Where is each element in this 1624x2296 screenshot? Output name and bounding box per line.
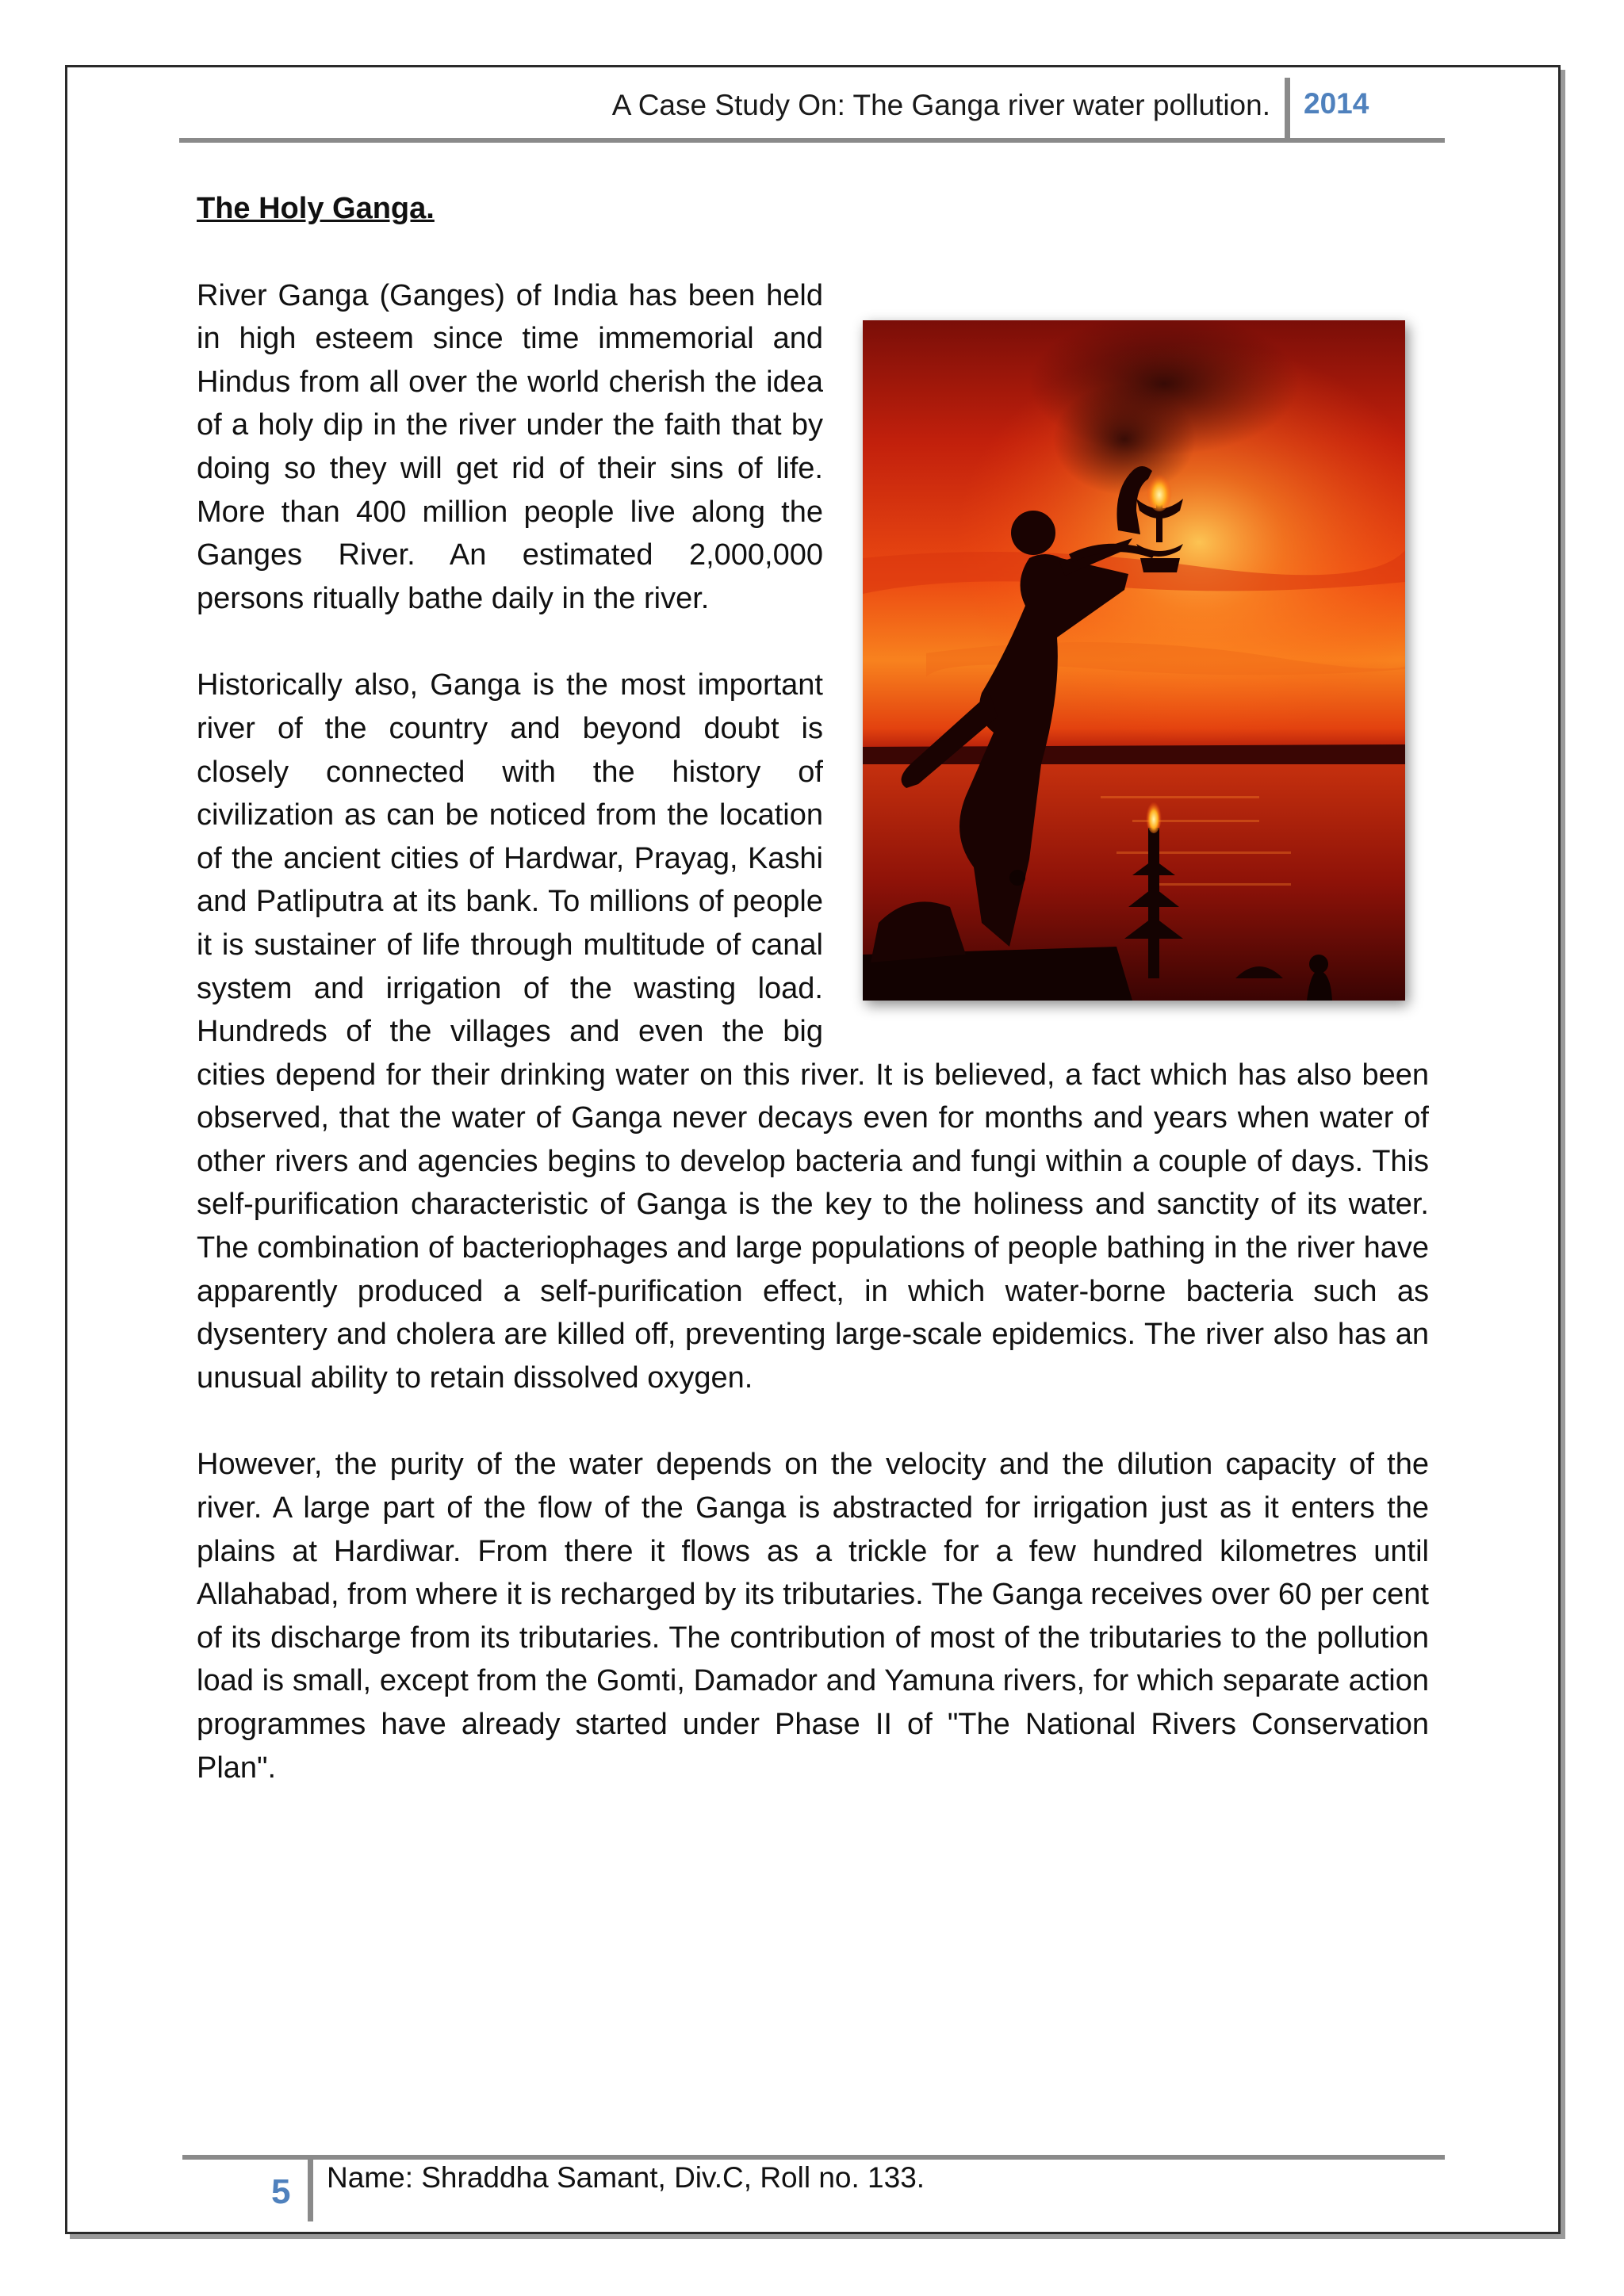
header-year: 2014 bbox=[1304, 87, 1369, 120]
page-header bbox=[179, 78, 1445, 141]
aarti-silhouette-photo bbox=[863, 320, 1405, 1001]
footer-rule bbox=[182, 2155, 1445, 2160]
page-number: 5 bbox=[271, 2172, 291, 2211]
main-content bbox=[197, 187, 1429, 1833]
header-title: A Case Study On: The Ganga river water pollution. bbox=[611, 89, 1270, 121]
header-rule bbox=[179, 138, 1445, 143]
paragraph-1: River Ganga (Ganges) of India has been held in high esteem since time immemorial and Hindus from all over the world cherish the idea of a holy dip in the river under the faith that by doing so they will get rid of their sins of life. More than 400 million people live along the Ganges River. An estimated 2,000,000 persons ritually bathe daily in the river. bbox=[197, 278, 823, 615]
header-divider bbox=[1285, 78, 1290, 141]
footer-author-line: Name: Shraddha Samant, Div.C, Roll no. 133. bbox=[327, 2161, 925, 2194]
section-title: The Holy Ganga. bbox=[197, 192, 435, 225]
footer-divider bbox=[308, 2158, 313, 2221]
paragraph-2: Historically also, Ganga is the most important river of the country and beyond doubt is closely connected with the history of civilization as can be noticed from the location of the ancient cities of Hardwar, Prayag, Kashi and Patliputra at its bank. To millions of people it is sustainer of life through multitude of canal system and irrigation of the wasting load. Hundreds of the villages and even the big cities depend for their drinking water on this river. It is believed, a fact which has also been observed, that the water of Ganga never decays even for months and years when water of other rivers and agencies begins to develop bacteria and fungi within a couple of days. This self-purification characteristic of Ganga is the key to the holiness and sanctity of its water. The combination of bacteriophages and large populations of people bathing in the river have apparently produced a self-purification effect, in which water-borne bacteria such as dysentery and cholera are killed off, preventing large-scale epidemics. The river also has an unusual ability to retain dissolved oxygen. bbox=[197, 668, 1429, 1395]
paragraph-3: However, the purity of the water depends on the velocity and the dilution capacity of the river. A large part of the flow of the Ganga is abstracted for irrigation just as it enters the plains at Hardiwar. From there it flows as a trickle for a few hundred kilometres until Allahabad, from where it is recharged by its tributaries. The Ganga receives over 60 per cent of its discharge from its tributaries. The contribution of most of the tributaries to the pollution load is small, except from the Gomti, Damador and Yamuna rivers, for which separate action programmes have already started under Phase II of "The National Rivers Conservation Plan". bbox=[197, 1448, 1429, 1785]
